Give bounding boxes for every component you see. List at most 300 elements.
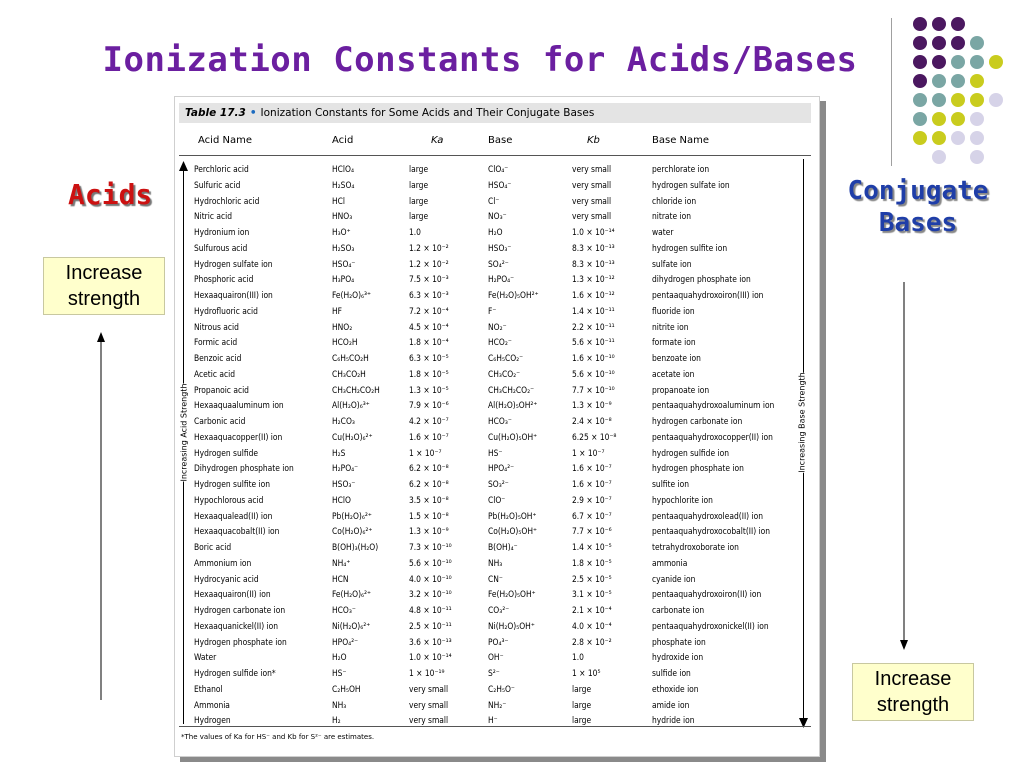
row-kb: 1 × 10⁻⁷ — [572, 447, 605, 458]
table-row — [175, 162, 820, 178]
row-ka: 4.8 × 10⁻¹¹ — [409, 605, 452, 615]
base-strength-axis-label: Increasing Base Strength — [797, 372, 807, 473]
row-acid: CH₃CO₂H — [332, 368, 366, 379]
row-acid-name: Hydrocyanic acid — [194, 573, 259, 584]
row-base-name: propanoate ion — [652, 384, 710, 395]
row-base: HPO₄²⁻ — [488, 463, 515, 474]
dot — [932, 150, 946, 164]
table-row — [175, 461, 820, 477]
row-ka: 7.2 × 10⁻⁴ — [409, 305, 449, 316]
table-row — [175, 209, 820, 225]
row-base: OH⁻ — [488, 652, 504, 663]
dot — [932, 36, 946, 50]
row-kb: 3.1 × 10⁻⁵ — [572, 589, 612, 600]
row-acid: H₂SO₄ — [332, 179, 355, 190]
row-ka: 1.8 × 10⁻⁵ — [409, 368, 449, 379]
row-ka: large — [409, 179, 429, 190]
header-base-name: Base Name — [652, 135, 710, 146]
row-kb: very small — [572, 164, 612, 174]
dot — [989, 93, 1003, 107]
row-ka: 1 × 10⁻⁷ — [409, 447, 442, 458]
row-base: Ni(H₂O)₅OH⁺ — [488, 620, 535, 631]
table-row — [175, 367, 820, 383]
row-base: PO₄³⁻ — [488, 636, 509, 647]
table-row — [175, 430, 820, 446]
row-kb: 1.0 × 10⁻¹⁴ — [572, 227, 615, 237]
dot — [951, 55, 965, 69]
acid-strength-axis-label: Increasing Acid Strength — [179, 383, 189, 482]
row-acid-name: Hydrogen — [194, 715, 231, 726]
callout-line1: Increase — [874, 668, 952, 690]
row-acid-name: Nitrous acid — [194, 321, 239, 332]
row-base: HS⁻ — [488, 447, 503, 458]
row-kb: 6.7 × 10⁻⁷ — [572, 510, 612, 521]
conjugate-bases-label — [832, 175, 1004, 239]
row-ka: 1.5 × 10⁻⁸ — [409, 510, 449, 521]
row-ka: 1.8 × 10⁻⁴ — [409, 337, 449, 348]
row-acid-name: Hydrogen sulfide ion* — [194, 668, 276, 678]
table-row — [175, 178, 820, 194]
row-base: Cl⁻ — [488, 195, 500, 206]
row-base: C₆H₅CO₂⁻ — [488, 353, 524, 363]
row-base: CO₃²⁻ — [488, 605, 510, 615]
row-base-name: perchlorate ion — [652, 164, 710, 174]
row-acid: HClO — [332, 494, 351, 505]
row-base-name: amide ion — [652, 699, 690, 710]
row-acid-name: Hexaaqualead(II) ion — [194, 510, 273, 521]
row-ka: 1.6 × 10⁻⁷ — [409, 431, 449, 442]
table-caption — [179, 103, 811, 123]
row-acid: HS⁻ — [332, 668, 347, 678]
row-base-name: dihydrogen phosphate ion — [652, 274, 751, 285]
row-kb: 6.25 × 10⁻⁸ — [572, 431, 617, 442]
row-kb: 7.7 × 10⁻⁶ — [572, 526, 612, 537]
row-base-name: hydrogen sulfite ion — [652, 242, 728, 253]
row-kb: 1.0 — [572, 652, 584, 663]
row-acid: Cu(H₂O)₆²⁺ — [332, 431, 373, 442]
row-acid: H₂S — [332, 447, 346, 458]
table-row — [175, 698, 820, 714]
row-kb: 2.1 × 10⁻⁴ — [572, 605, 612, 615]
row-acid-name: Ammonium ion — [194, 557, 252, 568]
row-ka: 4.2 × 10⁻⁷ — [409, 416, 449, 426]
table-row — [175, 383, 820, 399]
row-ka: very small — [409, 683, 449, 694]
row-kb: 1.6 × 10⁻¹⁰ — [572, 353, 615, 363]
row-acid: Co(H₂O)₆²⁺ — [332, 526, 373, 537]
row-base: HCO₂⁻ — [488, 337, 512, 348]
row-acid: H₂PO₄⁻ — [332, 463, 359, 474]
dot — [970, 112, 984, 126]
table-row — [175, 556, 820, 572]
row-ka: 6.3 × 10⁻³ — [409, 290, 449, 300]
row-ka: 1 × 10⁻¹⁹ — [409, 668, 445, 678]
dot — [970, 55, 984, 69]
row-ka: 1.2 × 10⁻² — [409, 242, 449, 253]
row-kb: 5.6 × 10⁻¹⁰ — [572, 368, 615, 379]
dot — [932, 131, 946, 145]
row-ka: 4.0 × 10⁻¹⁰ — [409, 573, 452, 584]
table-row — [175, 650, 820, 666]
table-row — [175, 572, 820, 588]
table-footnote: *The values of Ka for HS⁻ and Kb for S²⁻ are estimates. — [181, 733, 375, 741]
row-base: Fe(H₂O)₅OH²⁺ — [488, 290, 539, 300]
table-row — [175, 351, 820, 367]
row-base: Cu(H₂O)₅OH⁺ — [488, 431, 538, 442]
row-acid-name: Ethanol — [194, 683, 223, 694]
dot — [970, 150, 984, 164]
row-acid: Fe(H₂O)₆³⁺ — [332, 290, 372, 300]
row-base-name: nitrate ion — [652, 211, 691, 222]
row-base: SO₄²⁻ — [488, 258, 509, 269]
row-acid-name: Boric acid — [194, 542, 232, 552]
row-acid: HF — [332, 305, 343, 316]
table-row — [175, 666, 820, 682]
row-kb: 8.3 × 10⁻¹³ — [572, 258, 615, 269]
row-kb: 1 × 10⁵ — [572, 668, 601, 678]
row-kb: large — [572, 715, 592, 726]
row-ka: very small — [409, 715, 449, 726]
row-acid-name: Nitric acid — [194, 211, 233, 222]
row-ka: 3.2 × 10⁻¹⁰ — [409, 589, 452, 600]
row-kb: large — [572, 683, 592, 694]
dot — [932, 55, 946, 69]
row-ka: 3.6 × 10⁻¹³ — [409, 636, 452, 647]
row-acid: Al(H₂O)₆³⁺ — [332, 400, 370, 411]
row-acid-name: Hexaaquacobalt(II) ion — [194, 526, 280, 537]
row-ka: 7.3 × 10⁻¹⁰ — [409, 542, 452, 552]
table-caption-text: Ionization Constants for Some Acids and Their Conjugate Bases — [260, 107, 595, 119]
row-base-name: pentaaquahydroxolead(II) ion — [652, 510, 763, 521]
row-base-name: fluoride ion — [652, 305, 695, 316]
row-base-name: hydrogen carbonate ion — [652, 416, 743, 426]
row-kb: 1.4 × 10⁻⁵ — [572, 542, 612, 552]
row-base-name: pentaaquahydroxoiron(II) ion — [652, 589, 762, 600]
row-base: F⁻ — [488, 305, 497, 316]
callout-line2: strength — [876, 694, 950, 716]
row-base-name: ethoxide ion — [652, 683, 699, 694]
dot — [951, 112, 965, 126]
row-acid: HCO₂H — [332, 337, 358, 348]
dot — [970, 36, 984, 50]
row-acid: HSO₄⁻ — [332, 258, 356, 269]
row-base-name: phosphate ion — [652, 636, 706, 647]
dot — [951, 131, 965, 145]
row-base: NO₂⁻ — [488, 321, 507, 332]
row-kb: 1.8 × 10⁻⁵ — [572, 557, 612, 568]
row-ka: 4.5 × 10⁻⁴ — [409, 321, 449, 332]
row-acid: H₂ — [332, 715, 341, 726]
row-acid: H₂CO₃ — [332, 416, 355, 426]
row-kb: large — [572, 699, 592, 710]
row-base: NO₃⁻ — [488, 211, 507, 222]
row-acid-name: Hydrogen sulfide — [194, 447, 258, 458]
slide-title: Ionization Constants for Acids/Bases — [102, 40, 858, 80]
row-acid: C₆H₅CO₂H — [332, 353, 369, 363]
row-base-name: pentaaquahydroxoiron(III) ion — [652, 290, 764, 300]
row-base-name: pentaaquahydroxonickel(II) ion — [652, 620, 769, 631]
row-base: CH₃CH₂CO₂⁻ — [488, 384, 535, 395]
table-row — [175, 603, 820, 619]
footer-rule — [179, 726, 811, 727]
table-row — [175, 398, 820, 414]
conjugate-label-line1: Conjugate — [847, 176, 989, 206]
row-base: HSO₄⁻ — [488, 179, 512, 190]
row-kb: 1.6 × 10⁻¹² — [572, 290, 615, 300]
row-acid-name: Carbonic acid — [194, 416, 246, 426]
row-acid-name: Acetic acid — [194, 368, 236, 379]
row-ka: 6.2 × 10⁻⁸ — [409, 479, 449, 489]
table-row — [175, 493, 820, 509]
row-ka: 7.9 × 10⁻⁶ — [409, 400, 449, 411]
row-acid-name: Sulfurous acid — [194, 242, 248, 253]
row-acid: Pb(H₂O)₆²⁺ — [332, 510, 372, 521]
row-kb: 2.8 × 10⁻² — [572, 636, 612, 647]
row-base: Fe(H₂O)₅OH⁺ — [488, 589, 536, 600]
table-row — [175, 241, 820, 257]
table-row — [175, 272, 820, 288]
row-ka: 1.2 × 10⁻² — [409, 258, 449, 269]
dot — [951, 93, 965, 107]
row-ka: 1.0 × 10⁻¹⁴ — [409, 652, 452, 663]
dot — [951, 17, 965, 31]
row-base: HSO₃⁻ — [488, 242, 512, 253]
row-kb: 1.3 × 10⁻¹² — [572, 274, 615, 285]
row-acid-name: Ammonia — [194, 699, 230, 710]
row-acid-name: Hexaaquaaluminum ion — [194, 400, 284, 411]
row-kb: 2.4 × 10⁻⁸ — [572, 416, 612, 426]
dot — [932, 17, 946, 31]
table-row — [175, 257, 820, 273]
row-ka: 6.2 × 10⁻⁸ — [409, 463, 449, 474]
row-kb: 8.3 × 10⁻¹³ — [572, 242, 615, 253]
table-row — [175, 225, 820, 241]
row-base: C₂H₅O⁻ — [488, 683, 515, 694]
table-number: Table 17.3 — [185, 107, 246, 119]
row-base: B(OH)₄⁻ — [488, 542, 518, 552]
callout-line2: strength — [67, 288, 141, 310]
row-kb: 1.6 × 10⁻⁷ — [572, 463, 612, 474]
row-kb: 4.0 × 10⁻⁴ — [572, 620, 612, 631]
row-base-name: carbonate ion — [652, 605, 705, 615]
row-ka: 6.3 × 10⁻⁵ — [409, 353, 449, 363]
row-ka: large — [409, 211, 429, 222]
row-base: CN⁻ — [488, 573, 503, 584]
row-ka: large — [409, 195, 429, 206]
dot — [970, 131, 984, 145]
header-kb: Kb — [587, 135, 600, 146]
row-acid: NH₄⁺ — [332, 557, 351, 568]
table-row — [175, 288, 820, 304]
row-acid-name: Hypochlorous acid — [194, 494, 264, 505]
row-acid: Ni(H₂O)₆²⁺ — [332, 620, 371, 631]
row-kb: very small — [572, 211, 612, 222]
row-base: NH₃ — [488, 557, 503, 568]
table-row — [175, 509, 820, 525]
row-acid-name: Phosphoric acid — [194, 274, 254, 285]
row-acid-name: Hexaaquacopper(II) ion — [194, 431, 283, 442]
row-base: HCO₃⁻ — [488, 416, 512, 426]
caption-bullet-icon: • — [249, 107, 257, 119]
row-base-name: ammonia — [652, 557, 688, 568]
row-acid-name: Water — [194, 652, 217, 663]
row-base-name: cyanide ion — [652, 573, 696, 584]
row-kb: very small — [572, 195, 612, 206]
ionization-table — [174, 96, 820, 757]
row-base-name: hydrogen sulfide ion — [652, 447, 729, 458]
row-acid-name: Hexaaquairon(III) ion — [194, 290, 273, 300]
dot — [951, 74, 965, 88]
dot — [913, 55, 927, 69]
conjugate-label-line2: Bases — [878, 208, 958, 238]
row-base: ClO⁻ — [488, 494, 506, 505]
row-kb: 2.2 × 10⁻¹¹ — [572, 321, 615, 332]
dot — [913, 131, 927, 145]
row-kb: 2.9 × 10⁻⁷ — [572, 494, 612, 505]
header-ka: Ka — [431, 135, 444, 146]
header-rule — [179, 155, 811, 156]
row-acid-name: Dihydrogen phosphate ion — [194, 463, 294, 474]
row-acid-name: Hexaaquanickel(II) ion — [194, 620, 279, 631]
row-acid: NH₃ — [332, 699, 347, 710]
row-ka: 2.5 × 10⁻¹¹ — [409, 620, 452, 631]
row-base-name: hydrogen phosphate ion — [652, 463, 744, 474]
dot — [913, 17, 927, 31]
table-row — [175, 477, 820, 493]
table-body — [175, 162, 820, 729]
row-base-name: chloride ion — [652, 195, 697, 206]
row-acid: H₃O⁺ — [332, 227, 351, 237]
row-kb: 1.6 × 10⁻⁷ — [572, 479, 612, 489]
row-base: Pb(H₂O)₅OH⁺ — [488, 510, 537, 521]
row-kb: very small — [572, 179, 612, 190]
row-acid: HPO₄²⁻ — [332, 636, 359, 647]
row-base-name: benzoate ion — [652, 353, 701, 363]
row-acid-name: Formic acid — [194, 337, 238, 348]
row-acid: HNO₃ — [332, 211, 353, 222]
row-acid-name: Hydrogen sulfite ion — [194, 479, 271, 489]
row-base-name: formate ion — [652, 337, 696, 348]
arrow-up-icon — [179, 161, 188, 171]
row-acid: HCl — [332, 195, 346, 206]
row-base-name: hydride ion — [652, 715, 695, 726]
row-acid-name: Hydrofluoric acid — [194, 305, 258, 316]
dot — [913, 36, 927, 50]
row-acid: B(OH)₃(H₂O) — [332, 542, 379, 552]
row-base: SO₃²⁻ — [488, 479, 509, 489]
row-base: CH₃CO₂⁻ — [488, 368, 521, 379]
row-ka: 1.0 — [409, 227, 421, 237]
row-base-name: hydrogen sulfate ion — [652, 179, 730, 190]
row-acid-name: Hydronium ion — [194, 227, 250, 237]
row-acid: HCN — [332, 573, 349, 584]
row-ka: 5.6 × 10⁻¹⁰ — [409, 557, 452, 568]
dot — [951, 36, 965, 50]
row-kb: 1.3 × 10⁻⁹ — [572, 400, 612, 411]
row-acid: HNO₂ — [332, 321, 353, 332]
row-base: Al(H₂O)₅OH²⁺ — [488, 400, 538, 411]
row-acid: HSO₃⁻ — [332, 479, 356, 489]
row-base-name: hydroxide ion — [652, 652, 704, 663]
row-acid-name: Hydrogen phosphate ion — [194, 636, 287, 647]
arrow-down-icon — [900, 640, 908, 650]
callout-line1: Increase — [65, 262, 143, 284]
row-base: S²⁻ — [488, 668, 500, 678]
row-acid-name: Benzoic acid — [194, 353, 242, 363]
table-row — [175, 194, 820, 210]
table-row — [175, 335, 820, 351]
row-base: H₂PO₄⁻ — [488, 274, 515, 285]
row-base-name: sulfite ion — [652, 479, 690, 489]
row-acid: H₂O — [332, 652, 347, 663]
row-acid: H₂SO₃ — [332, 242, 355, 253]
row-base: NH₂⁻ — [488, 699, 507, 710]
row-ka: large — [409, 164, 429, 174]
table-row — [175, 540, 820, 556]
arrow-up-icon — [97, 332, 105, 342]
row-base: ClO₄⁻ — [488, 164, 509, 174]
row-acid-name: Propanoic acid — [194, 384, 249, 395]
table-row — [175, 587, 820, 603]
row-acid: Fe(H₂O)₆²⁺ — [332, 589, 372, 600]
row-acid-name: Hydrogen carbonate ion — [194, 605, 286, 615]
increase-strength-callout-left — [43, 257, 165, 315]
row-kb: 2.5 × 10⁻⁵ — [572, 573, 612, 584]
row-acid-name: Hydrogen sulfate ion — [194, 258, 273, 269]
row-kb: 5.6 × 10⁻¹¹ — [572, 337, 615, 348]
row-kb: 7.7 × 10⁻¹⁰ — [572, 384, 615, 395]
row-base-name: pentaaquahydroxoaluminum ion — [652, 400, 775, 411]
increase-strength-callout-right — [852, 663, 974, 721]
table-row — [175, 619, 820, 635]
dot — [913, 112, 927, 126]
row-base-name: acetate ion — [652, 368, 695, 379]
row-acid-name: Perchloric acid — [194, 164, 249, 174]
row-ka: 1.3 × 10⁻⁵ — [409, 384, 449, 395]
dot — [932, 112, 946, 126]
divider-line — [891, 18, 892, 166]
row-acid: HClO₄ — [332, 164, 354, 174]
row-acid: C₂H₅OH — [332, 683, 361, 694]
table-row — [175, 524, 820, 540]
dot — [913, 93, 927, 107]
table-row — [175, 320, 820, 336]
dot — [970, 74, 984, 88]
header-base: Base — [488, 135, 513, 146]
row-base-name: nitrite ion — [652, 321, 689, 332]
dot — [932, 93, 946, 107]
row-base-name: tetrahydroxoborate ion — [652, 542, 739, 552]
row-base: Co(H₂O)₅OH⁺ — [488, 526, 537, 537]
table-row — [175, 414, 820, 430]
row-base-name: pentaaquahydroxocopper(II) ion — [652, 431, 773, 442]
table-row — [175, 682, 820, 698]
row-ka: 1.3 × 10⁻⁹ — [409, 526, 449, 537]
dot — [932, 74, 946, 88]
row-acid: H₃PO₄ — [332, 274, 355, 285]
header-acid: Acid — [332, 135, 354, 146]
row-acid-name: Hexaaquairon(II) ion — [194, 589, 271, 600]
acids-label: Acids — [68, 178, 153, 211]
row-acid: CH₃CH₂CO₂H — [332, 384, 380, 395]
dot — [913, 74, 927, 88]
row-base: H⁻ — [488, 715, 498, 726]
row-acid-name: Hydrochloric acid — [194, 195, 260, 206]
dot — [970, 93, 984, 107]
table-row — [175, 635, 820, 651]
row-ka: 3.5 × 10⁻⁸ — [409, 494, 449, 505]
row-ka: very small — [409, 699, 449, 710]
